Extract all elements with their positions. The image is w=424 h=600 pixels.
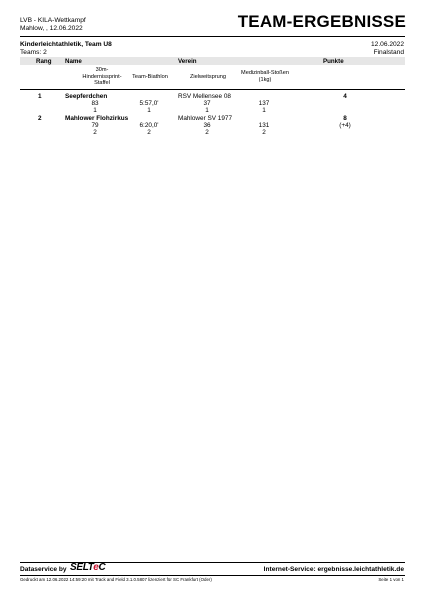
row-team-name: Seepferdchen — [65, 93, 108, 100]
row-place-1: 2 — [93, 129, 97, 136]
row-result-2: 5:57,0' — [139, 100, 159, 107]
row-result-1: 83 — [91, 100, 99, 107]
row-points: 4 — [343, 93, 347, 100]
row-club: RSV Mellensee 08 — [178, 93, 231, 100]
col-punkte: Punkte — [323, 58, 344, 65]
row-result-4: 131 — [258, 122, 270, 129]
discipline-1-header: 30m- Hindernissprint- Staffel — [82, 67, 122, 87]
dataservice-label: Dataservice by — [20, 566, 67, 573]
print-info: Gedruckt am 12.06.2022 14:59:20 mit Track and Field 3.1.0.5807 lizenziert für SC Frankfurt (Oder) — [20, 577, 212, 582]
col-verein: Verein — [178, 58, 197, 65]
discipline-3-header: Zielweitsprung — [189, 74, 227, 80]
event-location-date: Mahlow, , 12.06.2022 — [20, 25, 83, 33]
result-status: Finalstand — [373, 49, 404, 56]
row-rank: 1 — [38, 93, 42, 100]
row-place-2: 1 — [147, 107, 151, 114]
row-place-2: 2 — [147, 129, 151, 136]
footer-divider-bottom — [20, 575, 405, 576]
event-info — [20, 17, 86, 34]
row-result-2: 6:20,0' — [139, 122, 159, 129]
header-divider — [20, 36, 405, 37]
row-place-3: 1 — [205, 107, 209, 114]
teams-count: Teams: 2 — [20, 49, 47, 56]
row-result-3: 37 — [203, 100, 211, 107]
row-result-3: 36 — [203, 122, 211, 129]
row-result-1: 79 — [91, 122, 99, 129]
row-place-1: 1 — [93, 107, 97, 114]
row-place-3: 2 — [205, 129, 209, 136]
column-header-bar — [20, 57, 405, 65]
row-rank: 2 — [38, 115, 42, 122]
row-club: Mahlower SV 1977 — [178, 115, 232, 122]
row-team-name: Mahlower Flohzirkus — [65, 115, 129, 122]
row-result-4: 137 — [258, 100, 270, 107]
table-header-divider — [20, 89, 405, 90]
discipline-4-header: Medizinball-Stoßen (1kg) — [241, 70, 289, 83]
page-number: Seite 1 von 1 — [378, 577, 404, 582]
page-title: TEAM-ERGEBNISSE — [237, 12, 406, 31]
col-rang: Rang — [36, 58, 52, 65]
row-place-4: 1 — [262, 107, 266, 114]
col-name: Name — [65, 58, 82, 65]
event-name: LVB - KILA-Wettkampf — [20, 17, 86, 24]
row-points: 8 — [343, 115, 347, 122]
row-points-extra: (+4) — [339, 122, 351, 129]
competition-date: 12.06.2022 — [370, 41, 404, 48]
seltec-logo: SELTeC — [70, 562, 106, 573]
discipline-2-header: Team-Biathlon — [132, 74, 168, 80]
competition-name: Kinderleichtathletik, Team U8 — [20, 41, 112, 48]
row-place-4: 2 — [262, 129, 266, 136]
internet-service-link[interactable]: Internet-Service: ergebnisse.leichtathletik.de — [263, 566, 404, 573]
